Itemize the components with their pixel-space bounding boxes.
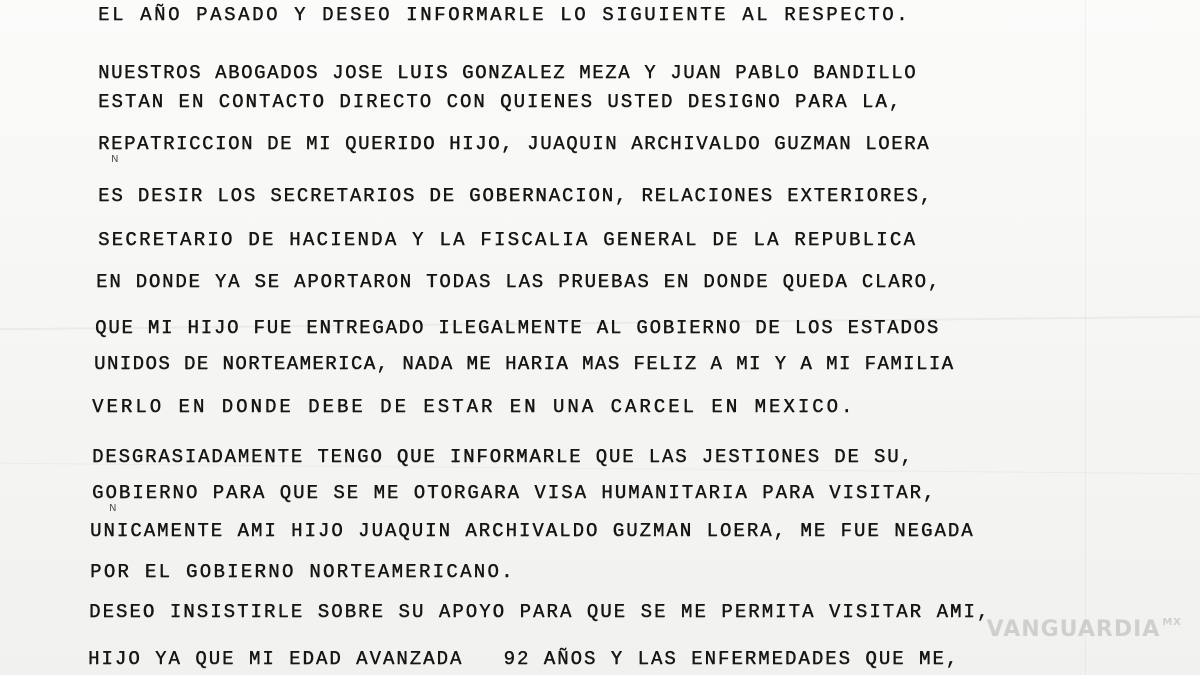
letter-line-1: EL AÑO PASADO Y DESEO INFORMARLE LO SIGUIENTE AL RESPECTO. xyxy=(98,4,911,26)
margin-mark: N xyxy=(111,154,119,165)
letter-line-7: EN DONDE YA SE APORTARON TODAS LAS PRUEBAS EN DONDE QUEDA CLARO, xyxy=(96,271,941,293)
letter-line-5: ES DESIR LOS SECRETARIOS DE GOBERNACION, RELACIONES EXTERIORES, xyxy=(98,185,933,207)
letter-line-9: UNIDOS DE NORTEAMERICA, NADA ME HARIA MAS FELIZ A MI Y A MI FAMILIA xyxy=(94,353,955,375)
letter-line-4: REPATRICCION DE MI QUERIDO HIJO, JUAQUIN ARCHIVALDO GUZMAN LOERA xyxy=(98,133,931,155)
watermark-logo: VANGUARDIA $^{MX}$ xyxy=(986,617,1182,642)
letter-line-6: SECRETARIO DE HACIENDA Y LA FISCALIA GENERAL DE LA REPUBLICA xyxy=(98,229,918,251)
letter-line-12: GOBIERNO PARA QUE SE ME OTORGARA VISA HUMANITARIA PARA VISITAR, xyxy=(92,482,937,504)
margin-mark: N xyxy=(109,503,117,514)
letter-line-10: VERLO EN DONDE DEBE DE ESTAR EN UNA CARCEL EN MEXICO. xyxy=(92,396,856,418)
paper-fold-line xyxy=(1085,0,1086,675)
letter-line-15: DESEO INSISTIRLE SOBRE SU APOYO PARA QUE SE ME PERMITA VISITAR AMI, xyxy=(89,601,991,623)
letter-line-8: QUE MI HIJO FUE ENTREGADO ILEGALMENTE AL GOBIERNO DE LOS ESTADOS xyxy=(95,317,940,339)
letter-line-2: NUESTROS ABOGADOS JOSE LUIS GONZALEZ MEZA Y JUAN PABLO BANDILLO xyxy=(98,62,918,84)
letter-line-3: ESTAN EN CONTACTO DIRECTO CON QUIENES USTED DESIGNO PARA LA, xyxy=(98,91,903,113)
letter-line-16: HIJO YA QUE MI EDAD AVANZADA 92 AÑOS Y LAS ENFERMEDADES QUE ME, xyxy=(88,648,960,670)
letter-line-14: POR EL GOBIERNO NORTEAMERICANO. xyxy=(90,561,515,583)
letter-line-11: DESGRASIADAMENTE TENGO QUE INFORMARLE QUE LAS JESTIONES DE SU, xyxy=(92,446,914,468)
letter-line-13: UNICAMENTE AMI HIJO JUAQUIN ARCHIVALDO GUZMAN LOERA, ME FUE NEGADA xyxy=(90,520,975,542)
